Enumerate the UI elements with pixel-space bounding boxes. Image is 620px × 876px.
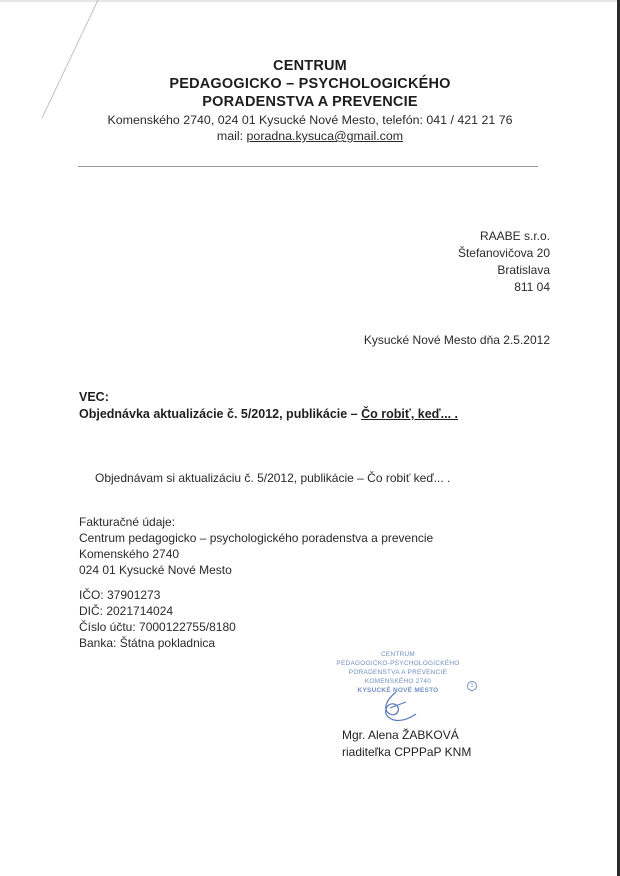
- billing-line: Komenského 2740: [79, 547, 180, 561]
- billing-line: 024 01 Kysucké Nové Mesto: [79, 563, 232, 577]
- header-divider: [78, 166, 538, 167]
- letterhead-line-2: PEDAGOGICKO – PSYCHOLOGICKÉHO: [169, 76, 451, 92]
- account-line: Číslo účtu: 7000122755/8180: [79, 620, 236, 634]
- mail-label: mail:: [216, 129, 247, 143]
- mail-link[interactable]: poradna.kysuca@gmail.com: [246, 129, 404, 143]
- billing-line: Centrum pedagogicko – psychologického poradenstva a prevencie: [79, 531, 434, 545]
- recipient-address: [458, 228, 550, 296]
- handwritten-signature: [376, 688, 436, 728]
- ico-line: IČO: 37901273: [79, 588, 161, 602]
- subject-line: [79, 407, 458, 421]
- recipient-name: RAABE s.r.o.: [479, 229, 550, 243]
- order-text: Objednávam si aktualizáciu č. 5/2012, publikácie – Čo robiť keď... .: [95, 471, 451, 485]
- stamp-number: 1: [467, 681, 477, 691]
- letterhead-address: Komenského 2740, 024 01 Kysucké Nové Mesto, telefón: 041 / 421 21 76: [107, 113, 513, 127]
- stamp-line: CENTRUM: [380, 651, 416, 658]
- subject-text: Objednávka aktualizácie č. 5/2012, publikácie –: [79, 407, 362, 421]
- recipient-city: Bratislava: [497, 263, 550, 277]
- billing-label: Fakturačné údaje:: [79, 515, 176, 529]
- letterhead-mail: [0, 129, 620, 143]
- recipient-zip: 811 04: [514, 280, 550, 294]
- recipient-street: Štefanovičova 20: [457, 246, 550, 260]
- stamp-line: PEDAGOGICKO-PSYCHOLOGICKÉHO: [336, 660, 460, 667]
- signatory-role: riaditeľka CPPPaP KNM: [342, 745, 472, 759]
- stamp-line: PORADENSTVA A PREVENCIE: [348, 669, 448, 676]
- letterhead-line-1: CENTRUM: [273, 58, 347, 74]
- subject-title-underlined: Čo robiť, keď... .: [361, 407, 459, 421]
- stamp-line: KYSUCKÉ NOVÉ MESTO: [357, 687, 439, 694]
- stamp-line: KOMENSKÉHO 2740: [364, 678, 432, 685]
- company-ids: [79, 587, 236, 651]
- billing-details: [79, 514, 433, 578]
- date-line: Kysucké Nové Mesto dňa 2.5.2012: [363, 333, 550, 347]
- letterhead-line-3: PORADENSTVA A PREVENCIE: [202, 94, 418, 110]
- bank-line: Banka: Štátna pokladnica: [79, 636, 216, 650]
- dic-line: DIČ: 2021714024: [79, 604, 174, 618]
- signatory-name: Mgr. Alena ŽABKOVÁ: [342, 728, 459, 742]
- subject-label: VEC:: [79, 390, 109, 404]
